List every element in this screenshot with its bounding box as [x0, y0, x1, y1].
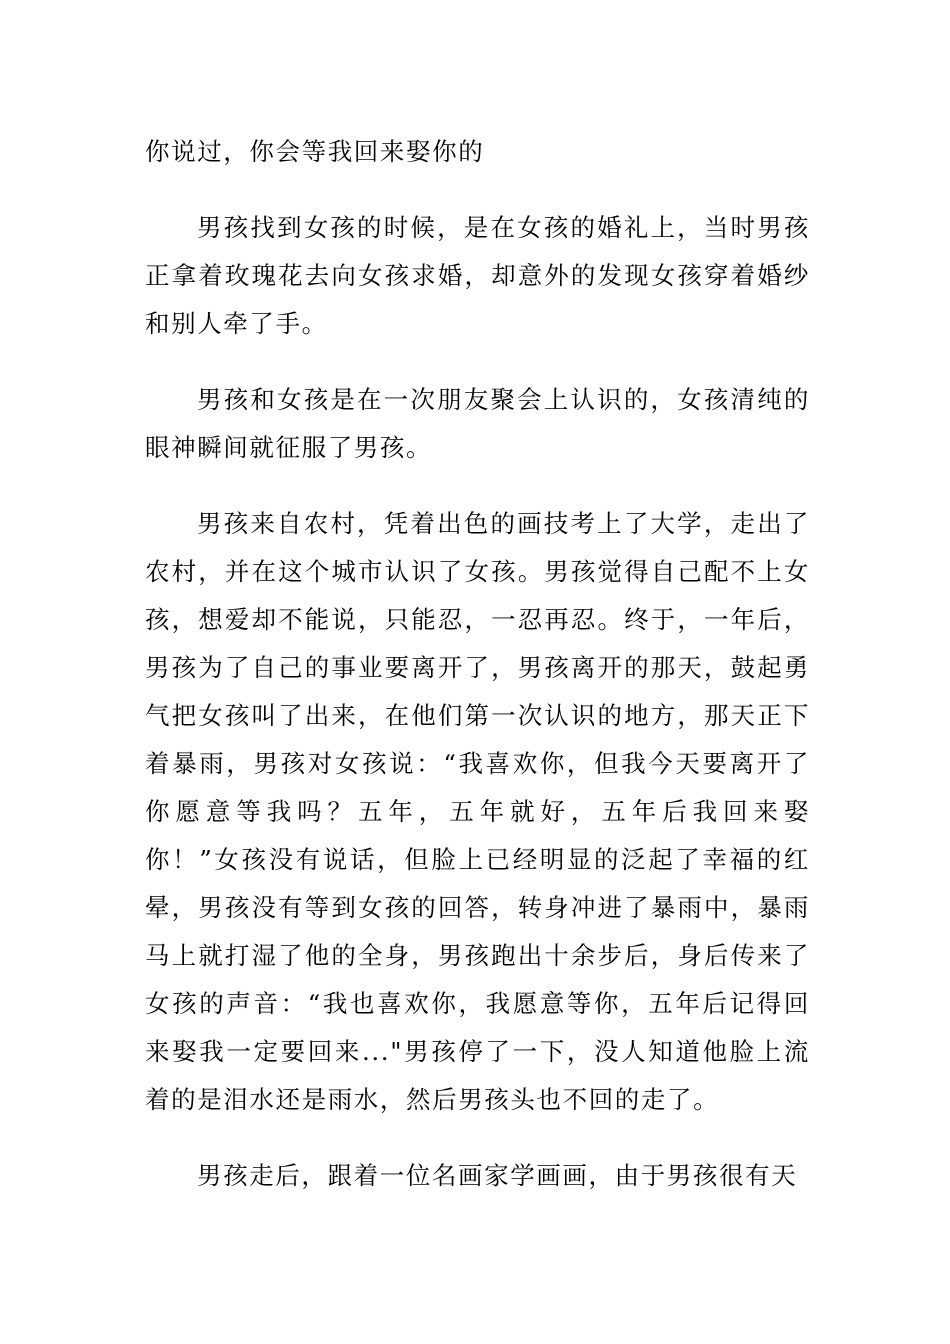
title-line: 你说过，你会等我回来娶你的 — [145, 137, 485, 166]
paragraph-1: 男孩找到女孩的时候，是在女孩的婚礼上，当时男孩正拿着玫瑰花去向女孩求婚，却意外的发现女孩穿着婚纱和别人牵了手。 — [145, 213, 810, 338]
paragraph-3: 男孩来自农村，凭着出色的画技考上了大学，走出了农村，并在这个城市认识了女孩。男孩觉得自己配不上女孩，想爱却不能说，只能忍，一忍再忍。终于，一年后，男孩为了自己的事业要离开了，男孩离开的那天，鼓起勇气把女孩叫了出来，在他们第一次认识的地方，那天正下着暴雨，男孩对女孩说：“我喜欢你，但我今天要离开了你愿意等我吗？五年，五年就好，五年后我回来娶你！”女孩没有说话，但脸上已经明显的泛起了幸福的红晕，男孩没有等到女孩的回答，转身冲进了暴雨中，暴雨马上就打湿了他的全身，男孩跑出十余步后，身后传来了女孩的声音：“我也喜欢你，我愿意等你，五年后记得回来娶我一定要回来..."男孩停了一下，没人知道他脸上流着的是泪水还是雨水，然后男孩头也不回的走了。 — [145, 509, 810, 1114]
document-page — [145, 128, 810, 1228]
paragraph-4: 男孩走后，跟着一位名画家学画画，由于男孩很有天 — [197, 1161, 798, 1190]
paragraph-2: 男孩和女孩是在一次朋友聚会上认识的，女孩清纯的眼神瞬间就征服了男孩。 — [145, 385, 810, 462]
